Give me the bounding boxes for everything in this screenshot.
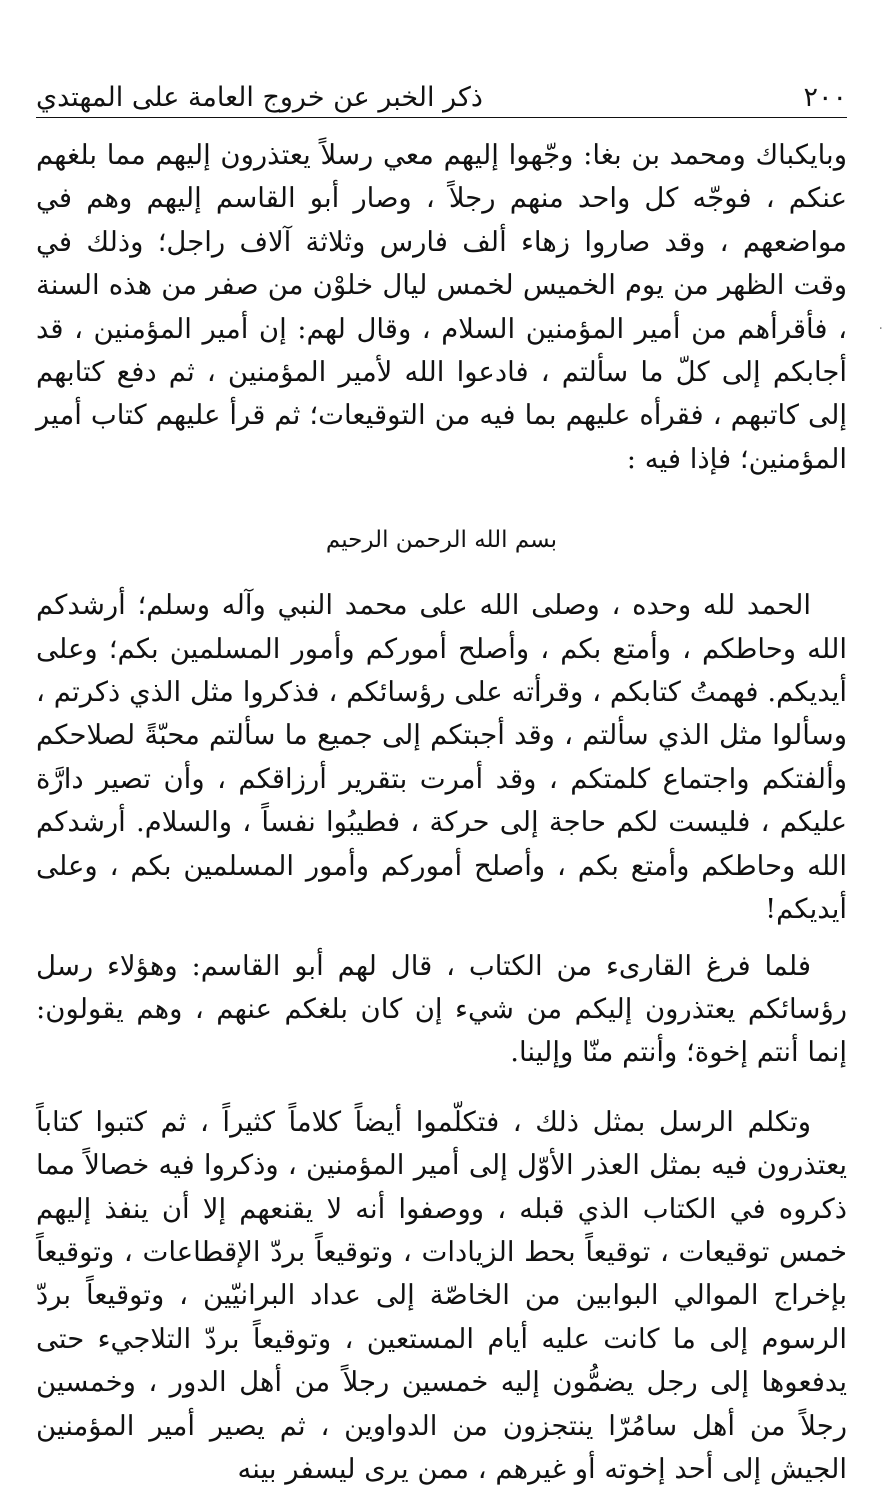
page-number: ٢٠٠: [803, 82, 847, 113]
paragraph-2: الحمد لله وحده ، وصلى الله على محمد النبي وآله وسلم؛ أرشدكم الله وحاطكم ، وأمتع بكم ، وأصلح أموركم وأمور المسلمين بكم؛ وعلى أيديكم. فهمتُ كتابكم ، وقرأته على رؤسائكم ، فذكروا مثل الذي ذكرتم ، وسألوا مثل الذي سألتم ، وقد أجبتكم إلى جميع ما سألتم محبّةً لصلاحكم وألفتكم واجتماع كلمتكم ، وقد أمرت بتقرير أرزاقكم ، وأن تصير دارَّة عليكم ، فليست لكم حاجة إلى حركة ، فطيبُوا نفساً ، والسلام. أرشدكم الله وحاطكم وأمتع بكم ، وأصلح أموركم وأمور المسلمين بكم ، وعلى أيديكم!: [36, 589, 847, 926]
margin-dot: ·: [878, 321, 883, 337]
paragraph-1: وبايكباك ومحمد بن بغا: وجّهوا إليهم معي رسلاً يعتذرون إليهم مما بلغهم عنكم ، فوجّه كل واحد منهم رجلاً ، وصار أبو القاسم إليهم وهم في مواضعهم ، وقد صاروا زهاء ألف فارس وثلاثة آلاف راجل؛ وذلك في وقت الظهر من يوم الخميس لخمس ليال خلوْن من صفر من هذه السنة ، فأقرأهم من أمير المؤمنين السلام ، وقال لهم: إن أمير المؤمنين ، قد أجابكم إلى كلّ ما سألتم ، فادعوا الله لأمير المؤمنين ، ثم دفع كتابهم إلى كاتبهم ، فقرأه عليهم بما فيه من التوقيعات؛ ثم قرأ عليهم كتاب أمير المؤمنين؛ فإذا فيه :: [36, 139, 847, 475]
page-header: [36, 74, 847, 118]
page-body: [36, 134, 847, 1491]
paragraph-3: فلما فرغ القارىء من الكتاب ، قال لهم أبو القاسم: وهؤلاء رسل رؤسائكم يعتذرون إليكم من شيء إن كان بلغكم عنهم ، وهم يقولون: إنما أنتم إخوة؛ وأنتم منّا وإلينا.: [36, 949, 847, 1069]
header-rule: [36, 117, 847, 118]
paragraph-4: وتكلم الرسل بمثل ذلك ، فتكلّموا أيضاً كلاماً كثيراً ، ثم كتبوا كتاباً يعتذرون فيه بمثل العذر الأوّل إلى أمير المؤمنين ، وذكروا فيه خصالاً مما ذكروه في الكتاب الذي قبله ، ووصفوا أنه لا يقنعهم إلا أن ينفذ إليهم خمس توقيعات ، توقيعاً بحط الزيادات ، وتوقيعاً بردّ الإقطاعات ، وتوقيعاً بإخراج الموالي البوابين من الخاصّة إلى عداد البرانيّين ، وتوقيعاً بردّ الرسوم إلى ما كانت عليه أيام المستعين ، وتوقيعاً بردّ التلاجيء حتى يدفعوها إلى رجل يضمُّون إليه خمسين رجلاً من أهل الدور ، وخمسين رجلاً من أهل سامُرّا ينتجزون من الدواوين ، ثم يصير أمير المؤمنين الجيش إلى أحد إخوته أو غيرهم ، ممن يرى ليسفر بينه: [36, 1105, 847, 1485]
running-title: ذكر الخبر عن خروج العامة على المهتدي: [36, 82, 483, 113]
basmala-heading: بسم الله الرحمن الرحيم: [325, 527, 558, 554]
